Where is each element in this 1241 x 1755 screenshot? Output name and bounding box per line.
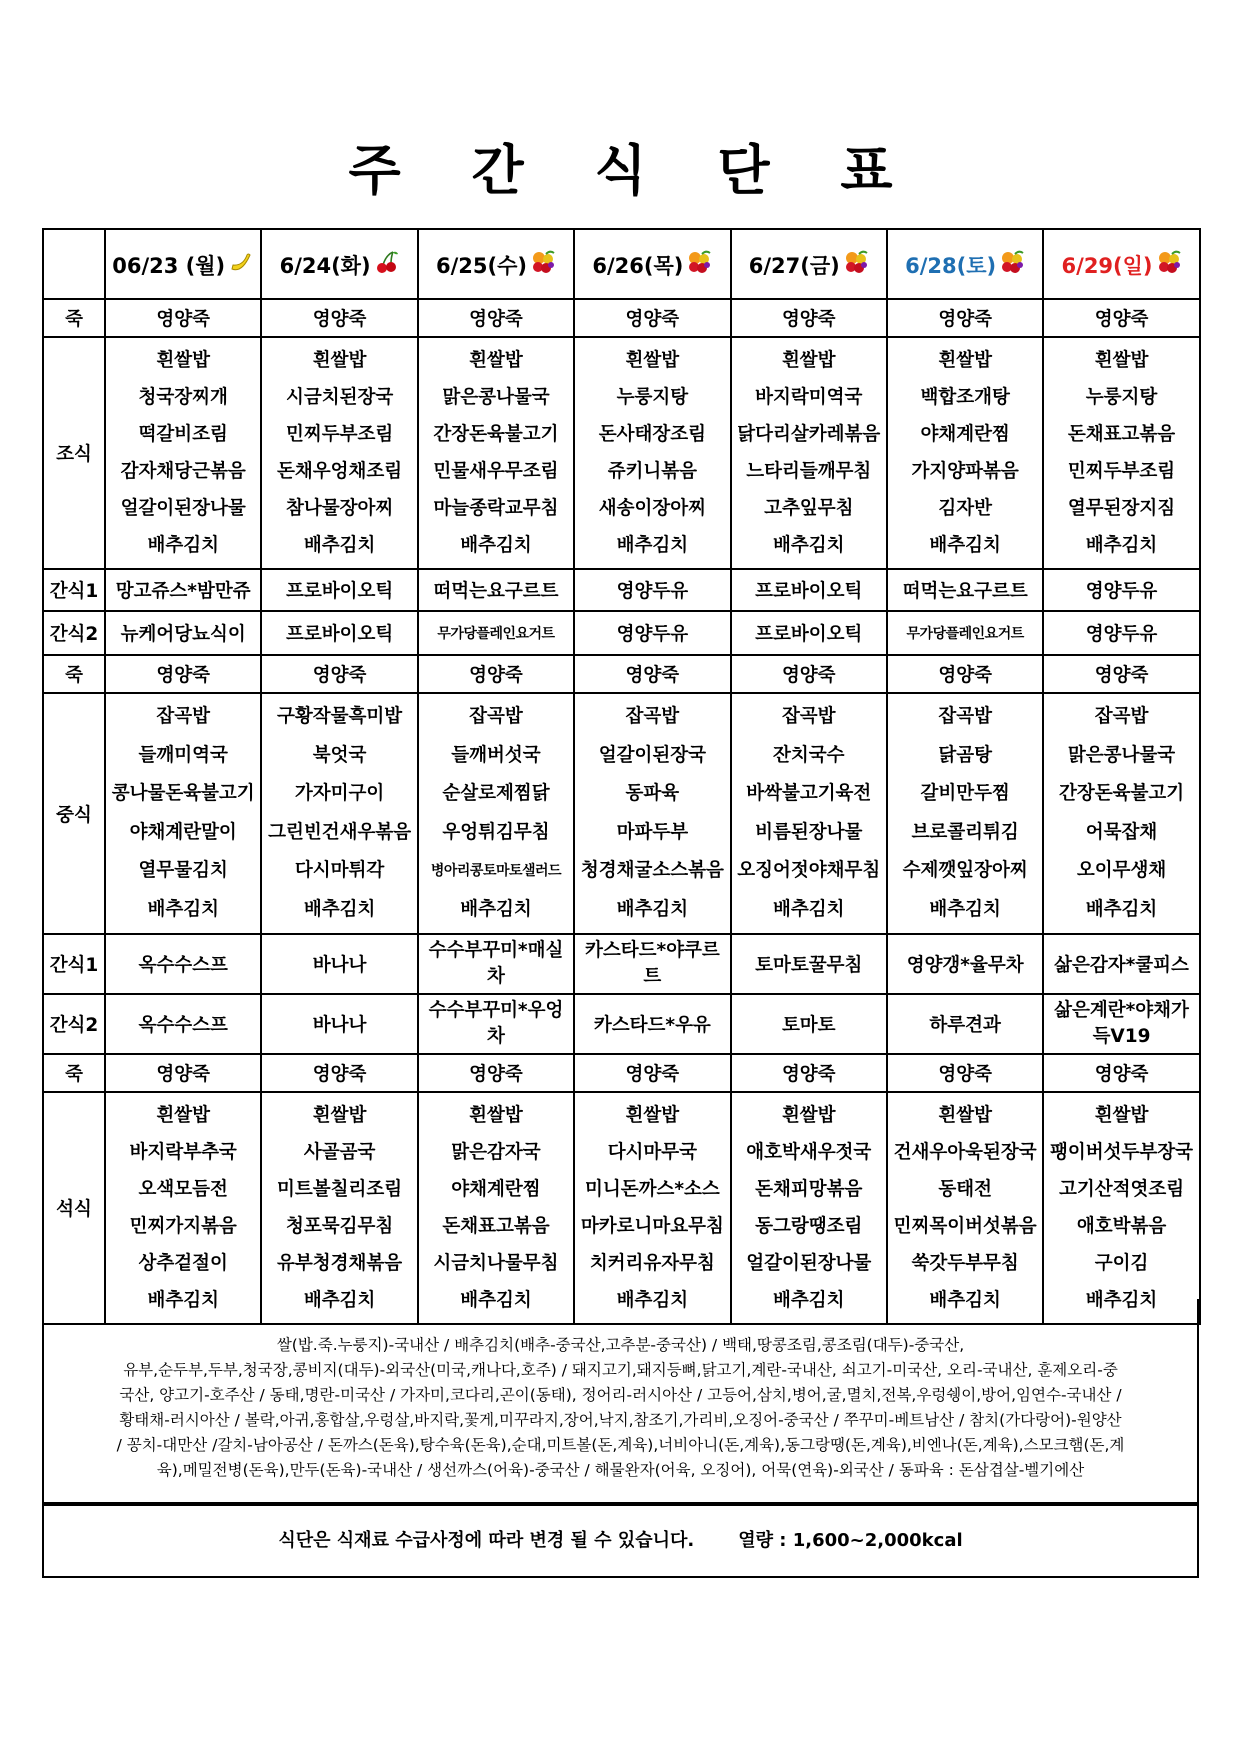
menu-item: 참나물장아찌 <box>285 498 394 519</box>
menu-item: 민찌두부조림 <box>1067 461 1176 482</box>
banana-icon <box>228 249 254 275</box>
menu-cell <box>1043 337 1199 569</box>
menu-cell <box>261 337 417 569</box>
menu-item: 배추김치 <box>1085 898 1158 920</box>
menu-item: 영양죽 <box>418 1054 574 1092</box>
menu-item: 우엉튀김무침 <box>442 821 550 843</box>
origin-line: / 꽁치-대만산 /갈치-남아공산 / 돈까스(돈육),탕수육(돈육),순대,미트볼(돈,계육),너비아니(돈,계육),동그랑땡(돈,계육),비엔나(돈,계육),스모크햄(돈,계 <box>116 1436 1125 1454</box>
menu-item: 누룽지탕 <box>616 387 689 408</box>
menu-item: 김자반 <box>938 498 992 519</box>
menu-cell <box>574 337 730 569</box>
menu-item: 건새우아욱된장국 <box>893 1142 1037 1163</box>
menu-item: 바나나 <box>261 994 417 1054</box>
origin-line: 국산, 양고기-호주산 / 동태,명란-미국산 / 가자미,코다리,곤이(동태), 정어리-러시아산 / 고등어,삼치,병어,굴,멸치,전복,우렁쉥이,방어,임연수-국내산 / <box>119 1386 1122 1404</box>
menu-item: 구이김 <box>1094 1253 1149 1274</box>
menu-item: 청국장찌개 <box>138 387 228 408</box>
menu-item: 배추김치 <box>616 1290 689 1311</box>
menu-item: 떠먹는요구르트 <box>418 569 574 611</box>
menu-item: 토마토꿀무침 <box>731 934 887 994</box>
corner-cell <box>43 229 105 299</box>
menu-item: 영양죽 <box>105 655 261 693</box>
menu-item: 애호박새우젓국 <box>746 1142 872 1163</box>
menu-cell <box>418 1092 574 1324</box>
menu-item: 영양죽 <box>1043 655 1199 693</box>
menu-item: 영양죽 <box>261 299 417 337</box>
menu-item: 순살로제찜닭 <box>442 783 550 804</box>
menu-cell <box>105 693 261 934</box>
menu-item: 마카로니마요무침 <box>580 1216 724 1237</box>
menu-item: 청경채굴소스볶음 <box>580 860 724 881</box>
menu-item: 토마토 <box>731 994 887 1054</box>
menu-item: 느타리들깨무침 <box>746 461 872 482</box>
menu-cell <box>1043 693 1199 934</box>
menu-item: 흰쌀밥 <box>312 350 367 371</box>
footer-notice <box>42 1504 1199 1578</box>
day-label: 6/27(금) <box>748 253 840 278</box>
menu-item: 영양두유 <box>1043 611 1199 655</box>
menu-item: 시금치나물무침 <box>433 1253 559 1274</box>
menu-item: 하루견과 <box>887 994 1043 1054</box>
day-header <box>574 229 730 299</box>
meal-label: 간식2 <box>43 994 105 1054</box>
menu-item: 잔치국수 <box>773 744 845 766</box>
menu-item: 수제깻잎장아찌 <box>902 860 1028 881</box>
porridge-row-lunch <box>43 655 1200 693</box>
menu-item: 브로콜리튀김 <box>911 821 1019 843</box>
menu-item: 쑥갓두부무침 <box>911 1253 1019 1274</box>
day-label: 6/24(화) <box>279 253 371 278</box>
menu-item: 돈채우엉채조림 <box>277 461 403 482</box>
menu-item: 청포묵김무침 <box>285 1216 394 1237</box>
fruit-basket-icon <box>843 249 869 275</box>
menu-item: 배추김치 <box>773 1290 845 1311</box>
menu-item: 흰쌀밥 <box>938 350 992 371</box>
menu-item: 바지락미역국 <box>755 387 863 408</box>
menu-item: 배추김치 <box>773 535 845 556</box>
porridge-row-breakfast <box>43 299 1200 337</box>
menu-item: 들깨버섯국 <box>451 744 541 766</box>
fruit-basket-icon <box>530 249 556 275</box>
menu-cell <box>887 1092 1043 1324</box>
menu-item: 비름된장나물 <box>755 821 863 843</box>
menu-cell <box>731 1092 887 1324</box>
menu-item: 배추김치 <box>1085 1290 1158 1311</box>
menu-item: 흰쌀밥 <box>781 350 836 371</box>
menu-item: 배추김치 <box>147 535 219 556</box>
menu-item: 백합조개탕 <box>920 387 1010 408</box>
meal-label: 죽 <box>43 299 105 337</box>
menu-item: 동태전 <box>938 1179 992 1200</box>
menu-item: 배추김치 <box>929 898 1001 920</box>
menu-item: 병아리콩토마토샐러드 <box>430 863 562 879</box>
menu-change-notice: 식단은 식재료 수급사정에 따라 변경 될 수 있습니다. <box>278 1530 695 1551</box>
menu-item: 북엇국 <box>312 744 367 766</box>
menu-item: 닭곰탕 <box>938 744 992 766</box>
menu-item: 흰쌀밥 <box>469 350 523 371</box>
menu-item: 영양죽 <box>731 299 887 337</box>
menu-item: 돈채표고볶음 <box>442 1216 550 1237</box>
menu-item: 흰쌀밥 <box>156 350 210 371</box>
morning-snack2-row <box>43 611 1200 655</box>
day-label: 6/26(목) <box>592 253 684 278</box>
breakfast-row <box>43 337 1200 569</box>
menu-item: 영양죽 <box>887 655 1043 693</box>
menu-item: 새송이장아찌 <box>598 498 706 519</box>
day-header <box>105 229 261 299</box>
menu-item: 흰쌀밥 <box>156 1105 210 1126</box>
menu-item: 영양죽 <box>261 1054 417 1092</box>
menu-item: 미트볼칠리조림 <box>277 1179 403 1200</box>
menu-item: 망고쥬스*밤만쥬 <box>105 569 261 611</box>
menu-item: 다시마무국 <box>607 1142 698 1163</box>
menu-item: 유부청경채볶음 <box>277 1253 403 1274</box>
menu-item: 쥬키니볶음 <box>607 461 698 482</box>
menu-item: 영양두유 <box>574 611 730 655</box>
day-header <box>261 229 417 299</box>
menu-item: 프로바이오틱 <box>261 611 417 655</box>
menu-item: 영양죽 <box>1043 299 1199 337</box>
menu-item: 흰쌀밥 <box>781 1105 836 1126</box>
menu-item: 배추김치 <box>147 898 219 920</box>
menu-item: 영양죽 <box>1043 1054 1199 1092</box>
menu-item: 영양두유 <box>1043 569 1199 611</box>
menu-cell <box>887 693 1043 934</box>
calorie-info: 열량 : 1,600~2,000kcal <box>738 1530 963 1551</box>
menu-item: 영양죽 <box>418 299 574 337</box>
day-label: 6/25(수) <box>435 253 527 278</box>
menu-cell <box>418 337 574 569</box>
menu-item: 배추김치 <box>929 535 1001 556</box>
menu-item: 다시마튀각 <box>294 860 385 881</box>
menu-item: 옥수수스프 <box>105 994 261 1054</box>
menu-item: 영양죽 <box>731 655 887 693</box>
menu-item: 얼갈이된장나물 <box>120 498 246 519</box>
menu-item: 배추김치 <box>303 535 376 556</box>
menu-item: 가자미구이 <box>294 783 385 804</box>
menu-item: 미니돈까스*소스 <box>584 1179 720 1200</box>
weekly-menu-table <box>42 228 1201 1325</box>
menu-item: 잡곡밥 <box>1094 706 1149 727</box>
menu-item: 상추겉절이 <box>138 1253 228 1274</box>
menu-item: 닭다리살카레볶음 <box>737 424 881 445</box>
fruit-basket-icon <box>1156 249 1182 275</box>
menu-item: 잡곡밥 <box>781 706 836 727</box>
meal-label: 간식1 <box>43 934 105 994</box>
menu-item: 배추김치 <box>460 898 532 920</box>
menu-item: 사골곰국 <box>303 1142 376 1163</box>
origin-line: 육),메밀전병(돈육),만두(돈육)-국내산 / 생선까스(어육)-중국산 / 해물완자(어육, 오징어), 어묵(연육)-외국산 / 동파육 : 돈삼겹살-벨기에산 <box>156 1461 1085 1479</box>
menu-cell <box>574 1092 730 1324</box>
menu-item: 얼갈이된장국 <box>598 744 706 766</box>
menu-item: 고기산적엿조림 <box>1058 1179 1185 1200</box>
menu-item: 프로바이오틱 <box>731 611 887 655</box>
menu-item: 맑은콩나물국 <box>442 387 550 408</box>
page-title: 주 간 식 단 표 <box>348 139 919 202</box>
menu-item: 배추김치 <box>616 535 689 556</box>
menu-item: 어묵잡채 <box>1085 821 1158 843</box>
menu-item: 영양죽 <box>105 1054 261 1092</box>
menu-item: 민찌가지볶음 <box>129 1216 237 1237</box>
day-header-row <box>43 229 1200 299</box>
fruit-basket-icon <box>686 249 712 275</box>
menu-item: 열무물김치 <box>138 860 228 881</box>
menu-item: 무가당플레인요거트 <box>887 611 1043 655</box>
menu-item: 삶은감자*쿨피스 <box>1043 934 1199 994</box>
menu-item: 콩나물돈육불고기 <box>111 783 255 804</box>
meal-label: 중식 <box>43 693 105 934</box>
menu-item: 흰쌀밥 <box>1094 350 1149 371</box>
origin-line: 쌀(밥.죽.누룽지)-국내산 / 배추김치(배추-중국산,고추분-중국산) / 백태,땅콩조림,콩조림(대두)-중국산, <box>276 1336 965 1354</box>
menu-item: 마늘종락교무침 <box>433 498 559 519</box>
menu-item: 배추김치 <box>303 1290 376 1311</box>
menu-item: 배추김치 <box>147 1290 219 1311</box>
menu-item: 얼갈이된장나물 <box>746 1253 872 1274</box>
lunch-row <box>43 693 1200 934</box>
meal-label: 간식1 <box>43 569 105 611</box>
menu-item: 고추잎무침 <box>764 498 854 519</box>
menu-item: 팽이버섯두부장국 <box>1050 1142 1194 1163</box>
menu-item: 영양죽 <box>418 655 574 693</box>
menu-item: 수수부꾸미*매실차 <box>418 934 574 994</box>
menu-item: 영양두유 <box>574 569 730 611</box>
menu-item: 돈채피망볶음 <box>755 1179 863 1200</box>
menu-item: 돈사태장조림 <box>598 424 706 445</box>
menu-item: 잡곡밥 <box>938 706 992 727</box>
menu-item: 수수부꾸미*우엉차 <box>418 994 574 1054</box>
menu-item: 동파육 <box>625 783 680 804</box>
afternoon-snack2-row <box>43 994 1200 1054</box>
day-header <box>731 229 887 299</box>
menu-item: 그린빈건새우볶음 <box>268 821 412 843</box>
menu-item: 프로바이오틱 <box>731 569 887 611</box>
menu-item: 민찌목이버섯볶음 <box>893 1216 1037 1237</box>
menu-item: 떠먹는요구르트 <box>887 569 1043 611</box>
menu-item: 오이무생채 <box>1076 860 1167 881</box>
menu-item: 영양죽 <box>574 655 730 693</box>
menu-item: 배추김치 <box>616 898 689 920</box>
menu-item: 배추김치 <box>460 535 532 556</box>
day-header <box>418 229 574 299</box>
menu-item: 영양죽 <box>731 1054 887 1092</box>
menu-item: 감자채당근볶음 <box>120 461 246 482</box>
menu-item: 야채계란말이 <box>129 821 237 843</box>
menu-item: 삶은계란*야채가득V19 <box>1043 994 1199 1054</box>
menu-item: 민찌두부조림 <box>285 424 394 445</box>
menu-item: 영양갱*율무차 <box>887 934 1043 994</box>
menu-item: 흰쌀밥 <box>938 1105 992 1126</box>
menu-cell <box>261 693 417 934</box>
menu-item: 배추김치 <box>303 898 376 920</box>
menu-item: 야채계란찜 <box>920 424 1010 445</box>
meal-label: 석식 <box>43 1092 105 1324</box>
menu-item: 오징어젓야채무침 <box>737 860 881 881</box>
menu-item: 흰쌀밥 <box>312 1105 367 1126</box>
menu-item: 간장돈육불고기 <box>433 424 559 445</box>
menu-item: 갈비만두찜 <box>920 783 1010 804</box>
menu-cell <box>418 693 574 934</box>
menu-item: 배추김치 <box>929 1290 1001 1311</box>
menu-item: 누룽지탕 <box>1085 387 1158 408</box>
menu-item: 치커리유자무침 <box>589 1253 715 1274</box>
menu-item: 영양죽 <box>261 655 417 693</box>
menu-item: 맑은콩나물국 <box>1067 744 1176 766</box>
morning-snack1-row <box>43 569 1200 611</box>
menu-item: 동그랑땡조림 <box>755 1216 863 1237</box>
origin-line: 황태채-러시아산 / 볼락,아귀,홍합살,우렁살,바지락,꽃게,미꾸라지,장어,낙지,참조기,가리비,오징어-중국산 / 쭈꾸미-베트남산 / 참치(가다랑어)-원양산 <box>119 1411 1122 1429</box>
meal-label: 간식2 <box>43 611 105 655</box>
menu-item: 잡곡밥 <box>469 706 523 727</box>
menu-cell <box>261 1092 417 1324</box>
menu-item: 시금치된장국 <box>285 387 394 408</box>
menu-item: 흰쌀밥 <box>1094 1105 1149 1126</box>
menu-item: 잡곡밥 <box>625 706 680 727</box>
menu-item: 가지양파볶음 <box>911 461 1019 482</box>
menu-cell <box>887 337 1043 569</box>
menu-item: 영양죽 <box>887 299 1043 337</box>
menu-item: 민물새우무조림 <box>433 461 559 482</box>
menu-cell <box>731 693 887 934</box>
menu-item: 프로바이오틱 <box>261 569 417 611</box>
menu-item: 흰쌀밥 <box>625 1105 680 1126</box>
day-label: 06/23 (월) <box>112 253 226 278</box>
meal-label: 죽 <box>43 1054 105 1092</box>
menu-cell <box>105 1092 261 1324</box>
menu-item: 바싹불고기육전 <box>746 783 872 804</box>
menu-item: 열무된장지짐 <box>1067 498 1176 519</box>
menu-item: 돈채표고볶음 <box>1067 424 1176 445</box>
day-label: 6/28(토) <box>905 253 997 278</box>
menu-item: 흰쌀밥 <box>625 350 680 371</box>
menu-item: 바나나 <box>261 934 417 994</box>
menu-item: 카스타드*우유 <box>574 994 730 1054</box>
menu-item: 뉴케어당뇨식이 <box>105 611 261 655</box>
menu-item: 떡갈비조림 <box>138 424 228 445</box>
menu-cell <box>574 693 730 934</box>
fruit-basket-icon <box>999 249 1025 275</box>
origin-line: 유부,순두부,두부,청국장,콩비지(대두)-외국산(미국,캐나다,호주) / 돼지고기,돼지등뼈,닭고기,계란-국내산, 쇠고기-미국산, 오리-국내산, 훈제오리-중 <box>123 1361 1118 1379</box>
menu-item: 영양죽 <box>574 299 730 337</box>
menu-item: 들깨미역국 <box>138 744 228 766</box>
dinner-row <box>43 1092 1200 1324</box>
menu-item: 구황작물흑미밥 <box>277 706 403 727</box>
menu-item: 영양죽 <box>574 1054 730 1092</box>
menu-item: 잡곡밥 <box>156 706 210 727</box>
menu-item: 간장돈육불고기 <box>1058 783 1185 804</box>
menu-item: 배추김치 <box>1085 535 1158 556</box>
meal-label: 조식 <box>43 337 105 569</box>
menu-item: 맑은감자국 <box>451 1142 541 1163</box>
afternoon-snack1-row <box>43 934 1200 994</box>
day-header <box>887 229 1043 299</box>
day-label: 6/29(일) <box>1061 253 1153 278</box>
menu-item: 옥수수스프 <box>105 934 261 994</box>
menu-item: 배추김치 <box>460 1290 532 1311</box>
menu-item: 야채계란찜 <box>451 1179 541 1200</box>
day-header <box>1043 229 1199 299</box>
menu-item: 무가당플레인요거트 <box>418 611 574 655</box>
origin-notice <box>42 1299 1199 1504</box>
menu-cell <box>105 337 261 569</box>
menu-item: 배추김치 <box>773 898 845 920</box>
menu-item: 영양죽 <box>105 299 261 337</box>
meal-label: 죽 <box>43 655 105 693</box>
porridge-row-dinner <box>43 1054 1200 1092</box>
cherry-icon <box>374 249 400 275</box>
menu-item: 마파두부 <box>616 821 689 843</box>
menu-item: 오색모듬전 <box>138 1179 228 1200</box>
menu-item: 영양죽 <box>887 1054 1043 1092</box>
menu-item: 바지락부추국 <box>129 1142 237 1163</box>
menu-item: 흰쌀밥 <box>469 1105 523 1126</box>
menu-cell <box>731 337 887 569</box>
menu-item: 카스타드*야쿠르트 <box>574 934 730 994</box>
menu-cell <box>1043 1092 1199 1324</box>
menu-item: 애호박볶음 <box>1076 1216 1167 1237</box>
